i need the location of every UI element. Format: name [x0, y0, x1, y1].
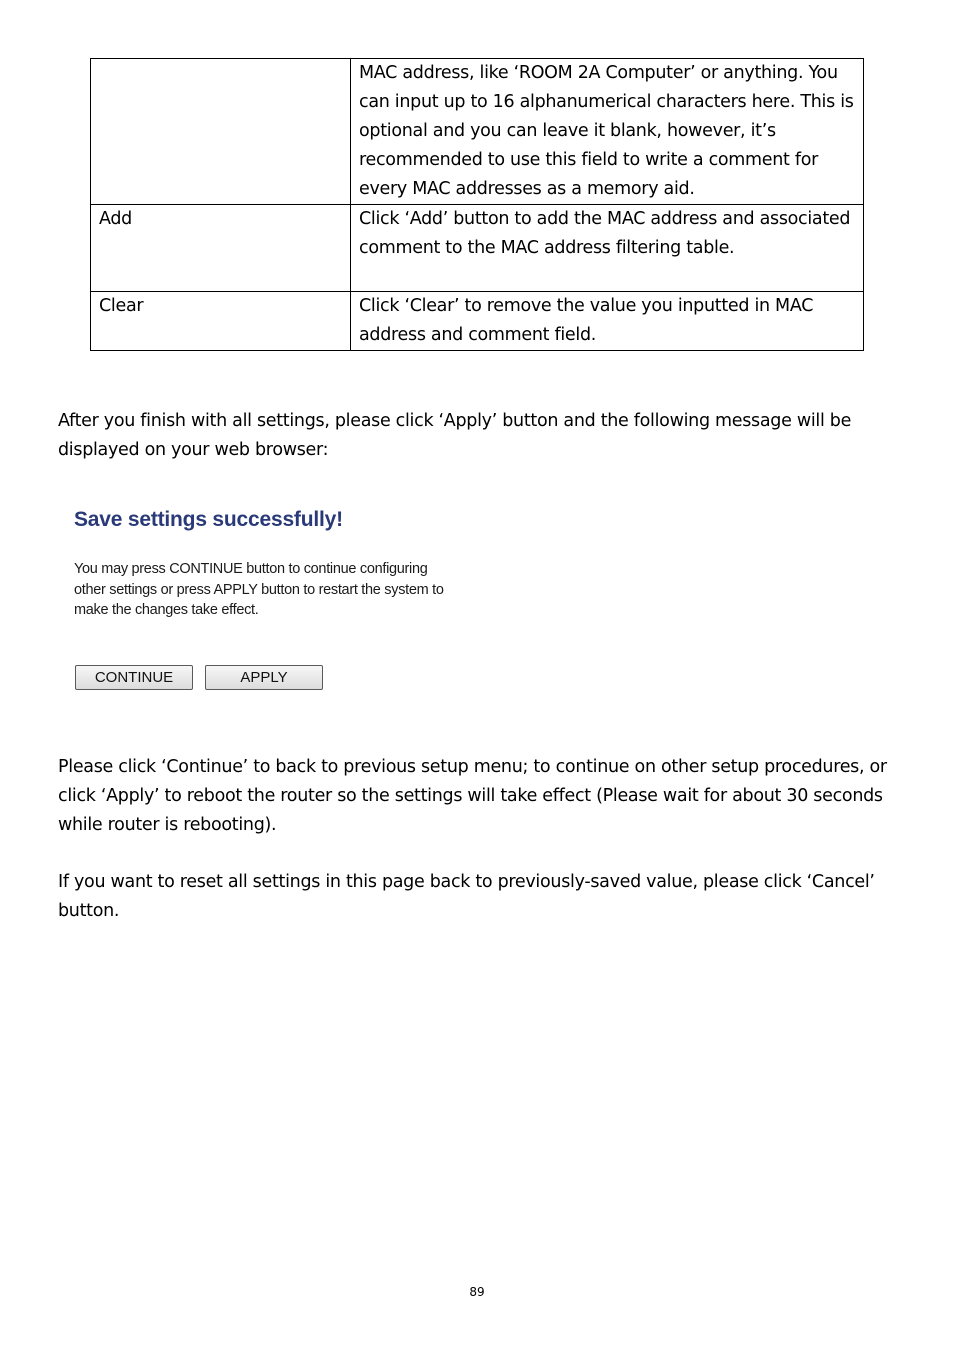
parameter-description-cell: Click ‘Add’ button to add the MAC address and associated comment to the MAC address filtering table. — [351, 205, 864, 292]
continue-info-paragraph: Please click ‘Continue’ to back to previous setup menu; to continue on other setup procedures, or click ‘Apply’ to reboot the router so the settings will take effect (Please wait for about 30 seconds while router is rebooting). — [58, 757, 887, 835]
parameter-name-cell: Add — [91, 205, 351, 292]
reset-info-paragraph: If you want to reset all settings in this page back to previously-saved value, please click ‘Cancel’ button. — [58, 872, 875, 921]
save-success-screenshot — [60, 498, 460, 708]
parameter-name-cell — [91, 59, 351, 205]
save-success-message: You may press CONTINUE button to continue configuring other settings or press APPLY button to restart the system to make the changes take effect. — [74, 561, 444, 618]
continue-button[interactable]: CONTINUE — [75, 665, 193, 690]
parameter-description-cell: Click ‘Clear’ to remove the value you inputted in MAC address and comment field. — [351, 292, 864, 351]
parameter-table — [90, 58, 864, 351]
save-success-title: Save settings successfully! — [74, 508, 343, 531]
parameter-name-cell: Clear — [91, 292, 351, 351]
after-settings-paragraph: After you finish with all settings, please click ‘Apply’ button and the following message will be displayed on your web browser: — [58, 411, 852, 460]
page-number: 89 — [469, 1285, 485, 1299]
table-row — [91, 292, 864, 351]
parameter-description-cell: MAC address, like ‘ROOM 2A Computer’ or anything. You can input up to 16 alphanumerical characters here. This is optional and you can leave it blank, however, it’s recommended to use this field to write a comment for every MAC addresses as a memory aid. — [351, 59, 864, 205]
apply-button[interactable]: APPLY — [205, 665, 323, 690]
table-row — [91, 59, 864, 205]
table-row — [91, 205, 864, 292]
